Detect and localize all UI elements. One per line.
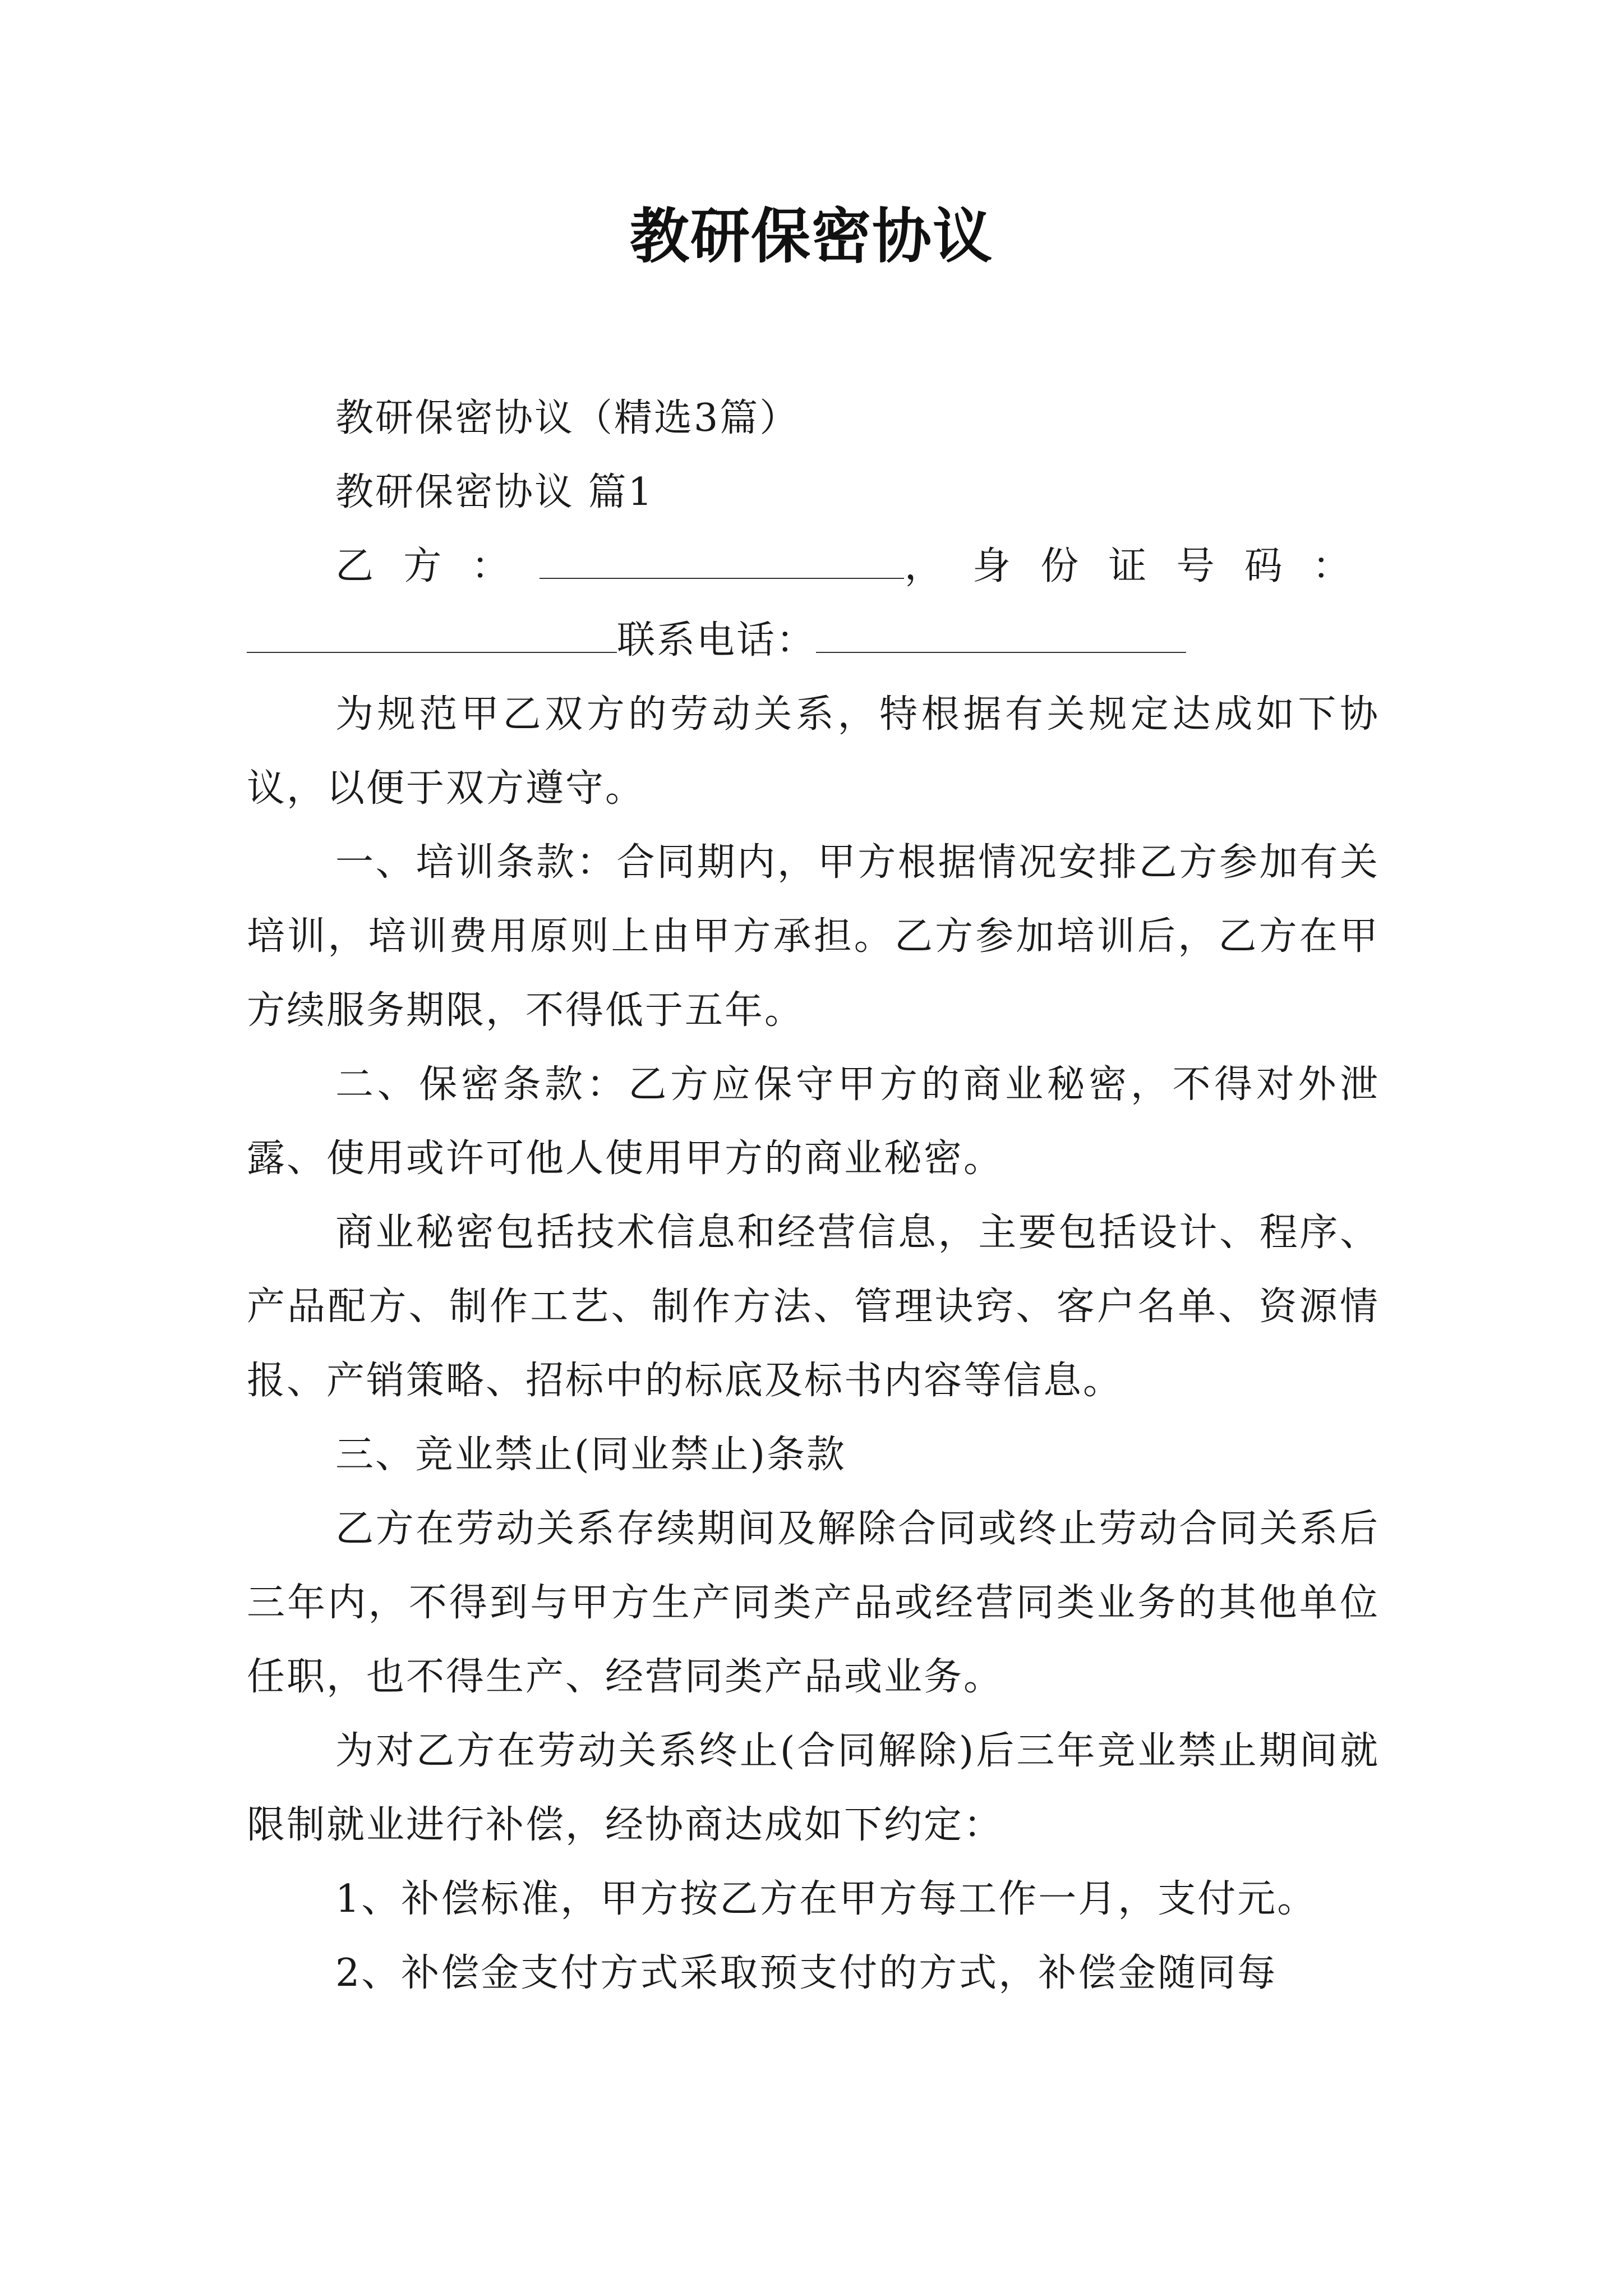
- id-number-blank: [247, 618, 617, 653]
- phone-label: 联系电话：: [617, 618, 817, 662]
- party-b-label: 乙方：: [335, 544, 540, 588]
- paragraph-noncompete-heading: 三、竞业禁止(同业禁止)条款: [335, 1433, 847, 1477]
- phone-blank: [816, 618, 1186, 653]
- subtitle: 教研保密协议（精选3篇）: [335, 396, 800, 440]
- paragraph-intro: 为规范甲乙双方的劳动关系，特根据有关规定达成如下协议，以便于双方遵守。: [247, 692, 1380, 811]
- section-heading: 教研保密协议 篇1: [335, 470, 654, 514]
- document-title: 教研保密协议: [630, 202, 993, 271]
- paragraph-training: 一、培训条款：合同期内，甲方根据情况安排乙方参加有关培训，培训费用原则上由甲方承担。乙方参加培训后，乙方在甲方续服务期限，不得低于五年。: [247, 840, 1380, 1033]
- party-b-blank: [540, 544, 904, 579]
- paragraph-compensation: 为对乙方在劳动关系终止(合同解除)后三年竞业禁止期间就限制就业进行补偿，经协商达成如下约定：: [247, 1729, 1380, 1847]
- party-b-line: [247, 530, 1380, 604]
- document-body: [247, 381, 1380, 2010]
- phone-line: [247, 604, 1380, 678]
- paragraph-trade-secrets: 商业秘密包括技术信息和经营信息，主要包括设计、程序、产品配方、制作工艺、制作方法、管理诀窍、客户名单、资源情报、产销策略、招标中的标底及标书内容等信息。: [247, 1211, 1380, 1403]
- paragraph-payment: 2、补偿金支付方式采取预支付的方式，补偿金随同每: [335, 1951, 1278, 1995]
- id-number-label: ，身份证号码：: [903, 544, 1380, 588]
- paragraph-noncompete: 乙方在劳动关系存续期间及解除合同或终止劳动合同关系后三年内，不得到与甲方生产同类产品或经营同类业务的其他单位任职，也不得生产、经营同类产品或业务。: [247, 1507, 1380, 1699]
- paragraph-standard: 1、补偿标准，甲方按乙方在甲方每工作一月，支付元。: [335, 1877, 1317, 1921]
- paragraph-confidentiality: 二、保密条款：乙方应保守甲方的商业秘密，不得对外泄露、使用或许可他人使用甲方的商业秘密。: [247, 1062, 1380, 1181]
